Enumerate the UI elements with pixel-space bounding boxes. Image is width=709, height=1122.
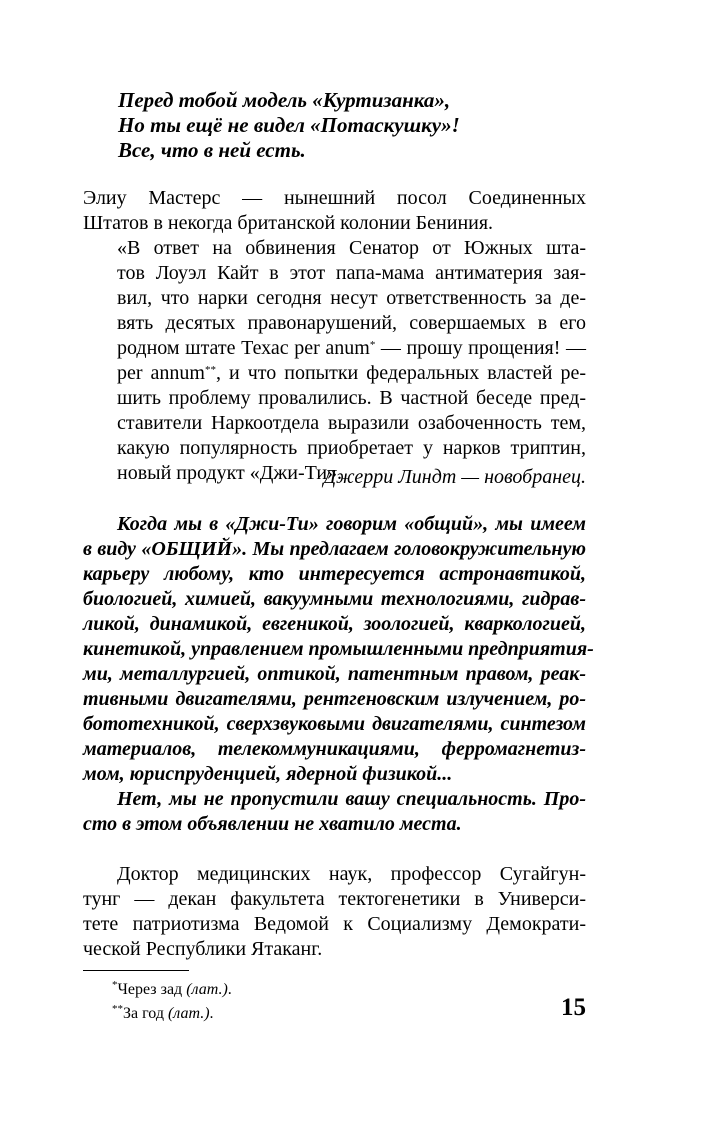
footnote-ref: ** (204, 364, 216, 376)
poem-line: Перед тобой модель «Куртизанка», (118, 88, 451, 112)
quote-line: какую популярность приобретает у нарков триптин, (117, 437, 586, 459)
quote-line-with-footnote (83, 336, 586, 361)
ad-line: ми, металлургией, оптикой, патентным правом, реак- (83, 663, 586, 685)
ad-line: тивными двигателями, рентгеновским излучением, ро- (83, 688, 586, 710)
quote-text: — прошу прощения! — (375, 337, 586, 359)
footnote-language-note: (лат.) (167, 1005, 210, 1022)
footnote-mark: ** (112, 1003, 123, 1015)
ad-line: мом, юриспруденцией, ядерной физикой... (83, 763, 453, 785)
ad-line: Нет, мы не пропустили вашу специальность. Про- (117, 788, 586, 810)
attribution: Джерри Линдт — новобранец. (323, 466, 586, 488)
quote-text: родном штате Техас per anum (117, 337, 370, 359)
ad-line: Когда мы в «Джи-Ти» говорим «общий», мы имеем (117, 513, 586, 535)
poem-line: Все, что в ней есть. (118, 138, 306, 162)
ad-line: в виду «ОБЩИЙ». Мы предлагаем головокружительную (83, 538, 586, 560)
ad-line: сто в этом объявлении не хватило места. (83, 813, 462, 835)
page-number: 15 (561, 994, 586, 1021)
footnote-text: За год (123, 1005, 168, 1022)
text-line: Доктор медицинских наук, профессор Сугайгун- (117, 863, 586, 885)
footnote-end: . (227, 981, 232, 998)
text-line: Штатов в некогда британской колонии Бениния. (83, 212, 494, 234)
ad-line: бототехникой, сверхзвуковыми двигателями, синтезом (83, 713, 586, 735)
ad-line: кинетикой, управлением промышленными предприятия- (83, 638, 594, 660)
sugaigun-paragraph (83, 862, 586, 962)
advertisement-paragraph (83, 512, 594, 837)
poem-epigraph (118, 88, 518, 163)
footnote-language-note: (лат.) (186, 981, 228, 998)
quote-line: вил, что нарки сегодня несут ответственность за де- (117, 287, 586, 309)
quote-line: ставители Наркоотдела выразили озабоченность тем, (117, 412, 586, 434)
footnote-divider (83, 970, 189, 971)
quote-line: «В ответ на обвинения Сенатор от Южных шта- (117, 237, 586, 259)
quote-line-with-footnote (83, 361, 586, 386)
footnote-text: Через зад (117, 981, 187, 998)
quote-text: , и что попытки федеральных властей ре- (215, 362, 586, 384)
quote-line: тов Лоуэл Кайт в этот папа-мама антиматерия зая- (117, 262, 586, 284)
poem-line: Но ты ещё не видел «Потаскушку»! (118, 113, 460, 137)
quote-line: шить проблему провалились. В частной беседе пред- (117, 387, 586, 409)
quote-line: вять десятых правонарушений, совершаемых в его (117, 312, 586, 334)
ad-line: ликой, динамикой, евгеникой, зоологией, кваркологией, (83, 613, 586, 635)
quote-text: per annum (117, 362, 205, 384)
footnote-item (112, 978, 412, 1002)
ad-line: материалов, телекоммуникациями, ферромагнетиз- (83, 738, 586, 760)
attribution-block (83, 465, 586, 490)
text-line: ческой Республики Ятаканг. (83, 938, 323, 960)
text-line: тунг — декан факультета тектогенетики в Универси- (83, 888, 586, 910)
ad-line: карьеру любому, кто интересуется астронавтикой, (83, 563, 586, 585)
text-line: тете патриотизма Ведомой к Социализму Демократи- (83, 913, 586, 935)
masters-paragraph (83, 186, 586, 486)
footnote-mark: * (112, 979, 118, 991)
footnote-end: . (209, 1005, 214, 1022)
footnote-ref: * (369, 339, 376, 351)
text-line: Элиу Мастерс — нынешний посол Соединенных (83, 187, 586, 209)
footnote-item (112, 1002, 412, 1026)
footnotes (112, 978, 412, 1026)
ad-line: биологией, химией, вакуумными технологиями, гидрав- (83, 588, 586, 610)
quote-line: новый продукт «Джи-Ти». (117, 462, 343, 484)
